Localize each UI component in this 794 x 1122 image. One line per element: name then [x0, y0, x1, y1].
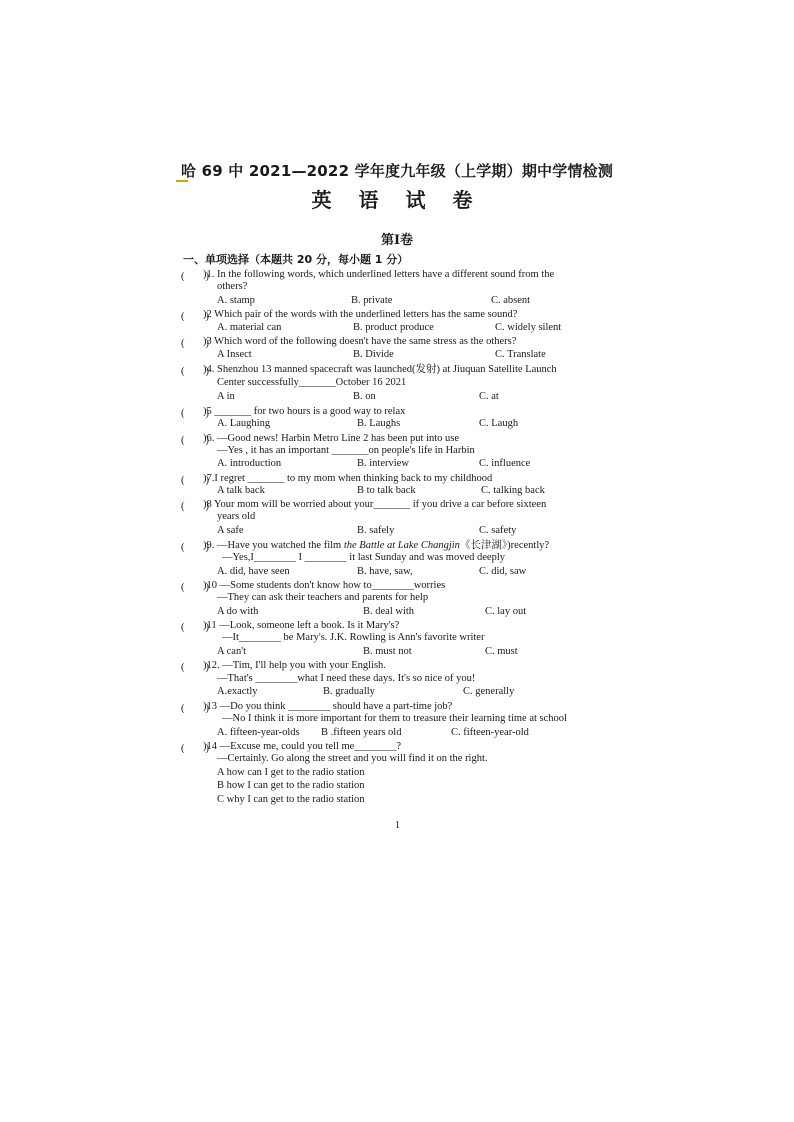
answer-paren: ( )	[181, 408, 209, 419]
exam-subtitle: 英 语 试 卷	[311, 188, 483, 212]
question-9-stem-cont: —Yes,I________ I ________ it last Sunday and was moved deeply	[222, 552, 505, 563]
question-10-stem-cont: —They can ask their teachers and parents for help	[217, 592, 429, 603]
option-a: A. stamp	[217, 295, 255, 306]
question-10-stem: )10 —Some students don't know how to________worries	[203, 580, 446, 591]
answer-paren: ( )	[181, 338, 209, 349]
film-title: the Battle at Lake Changjin	[343, 540, 460, 551]
question-4-stem-cont: Center successfully_______October 16 2021	[217, 377, 407, 388]
section-heading: 一、单项选择（本题共 20 分，每小题 1 分）	[183, 253, 409, 266]
question-13-stem-cont: —No I think it is more important for them to treasure their learning time at school	[222, 713, 567, 724]
answer-paren: ( )	[181, 435, 209, 446]
answer-paren: ( )	[181, 501, 209, 512]
option-c: C. absent	[491, 295, 531, 306]
question-8-stem: )8 Your mom will be worried about your_______ if you drive a car before sixteen	[203, 499, 547, 510]
question-6-stem: )6. —Good news! Harbin Metro Line 2 has been put into use	[203, 433, 460, 444]
question-1-stem-cont: others?	[217, 281, 248, 292]
option-b: B .fifteen years old	[321, 727, 402, 738]
answer-paren: ( )	[181, 366, 209, 377]
option-b: B. safely	[357, 525, 395, 536]
option-b: B. gradually	[323, 686, 375, 697]
option-c: C. lay out	[485, 606, 527, 617]
option-b: B. must not	[363, 646, 412, 657]
option-c: C. fifteen-year-old	[451, 727, 529, 738]
question-5-stem: )5 _______ for two hours is a good way to relax	[203, 406, 406, 417]
exam-title: 哈 69 中 2021—2022 学年度九年级（上学期）期中学情检测	[180, 162, 614, 180]
option-c: C. safety	[479, 525, 517, 536]
question-7-stem: )7.I regret _______ to my mom when thinking back to my childhood	[203, 473, 493, 484]
option-c: C. Translate	[495, 349, 546, 360]
question-14-option-b: B how I can get to the radio station	[217, 780, 365, 791]
question-4-stem: )4. Shenzhou 13 manned spacecraft was launched(发射) at Jiuquan Satellite Launch	[203, 364, 557, 375]
option-b: B. on	[353, 391, 376, 402]
option-b: B. have, saw,	[357, 566, 413, 577]
volume-label: 第Ⅰ卷	[380, 232, 414, 247]
question-11-stem: )11 —Look, someone left a book. Is it Mary's?	[203, 620, 400, 631]
answer-paren: ( )	[181, 271, 209, 282]
question-12-stem-cont: —That's ________what I need these days. It's so nice of you!	[217, 673, 476, 684]
question-2-stem: )2 Which pair of the words with the underlined letters has the same sound?	[203, 309, 518, 320]
question-3-stem: )3 Which word of the following doesn't have the same stress as the others?	[203, 336, 517, 347]
option-c: C. influence	[479, 458, 531, 469]
option-a: A. fifteen-year-olds	[217, 727, 300, 738]
question-14-option-c: C why I can get to the radio station	[217, 794, 365, 805]
question-9-stem	[203, 539, 549, 552]
option-a: A. introduction	[217, 458, 282, 469]
option-a: A do with	[217, 606, 259, 617]
option-c: C. widely silent	[495, 322, 562, 333]
question-14-stem-cont: —Certainly. Go along the street and you will find it on the right.	[217, 753, 488, 764]
question-1-stem: )1. In the following words, which underlined letters have a different sound from the	[203, 269, 555, 280]
option-b: B. Laughs	[357, 418, 401, 429]
option-c: C. at	[479, 391, 499, 402]
page-number: 1	[395, 820, 400, 831]
option-c: C. talking back	[481, 485, 545, 496]
question-13-stem: )13 —Do you think ________ should have a part-time job?	[203, 701, 453, 712]
option-c: C. Laugh	[479, 418, 519, 429]
option-a: A. did, have seen	[217, 566, 290, 577]
option-b: B. deal with	[363, 606, 415, 617]
option-c: C. generally	[463, 686, 515, 697]
option-b: B to talk back	[357, 485, 416, 496]
question-9-stem-start: )9. —Have you watched the film	[203, 540, 344, 551]
answer-paren: ( )	[181, 662, 209, 673]
question-14-option-a: A how can I get to the radio station	[217, 767, 365, 778]
option-b: B. private	[351, 295, 393, 306]
option-b: B. product produce	[353, 322, 434, 333]
option-b: B. Divide	[353, 349, 394, 360]
question-11-stem-cont: —It________ be Mary's. J.K. Rowling is Ann's favorite writer	[222, 632, 485, 643]
answer-paren: ( )	[181, 743, 209, 754]
option-c: C. must	[485, 646, 518, 657]
option-a: A talk back	[217, 485, 265, 496]
answer-paren: ( )	[181, 475, 209, 486]
option-a: A Insect	[217, 349, 252, 360]
option-a: A.exactly	[217, 686, 258, 697]
answer-paren: ( )	[181, 703, 209, 714]
option-c: C. did, saw	[479, 566, 527, 577]
option-a: A can't	[217, 646, 247, 657]
question-9-stem-end: 《长津湖》)recently?	[459, 540, 550, 551]
answer-paren: ( )	[181, 582, 209, 593]
question-8-stem-cont: years old	[217, 511, 256, 522]
answer-paren: ( )	[181, 622, 209, 633]
answer-paren: ( )	[181, 542, 209, 553]
option-a: A. Laughing	[217, 418, 271, 429]
option-b: B. interview	[357, 458, 409, 469]
question-6-stem-cont: —Yes , it has an important _______on people's life in Harbin	[217, 445, 475, 456]
option-a: A safe	[217, 525, 244, 536]
question-12-stem: )12. —Tim, I'll help you with your English.	[203, 660, 386, 671]
question-14-stem: )14 —Excuse me, could you tell me________?	[203, 741, 401, 752]
answer-paren: ( )	[181, 311, 209, 322]
option-a: A. material can	[217, 322, 282, 333]
option-a: A in	[217, 391, 235, 402]
